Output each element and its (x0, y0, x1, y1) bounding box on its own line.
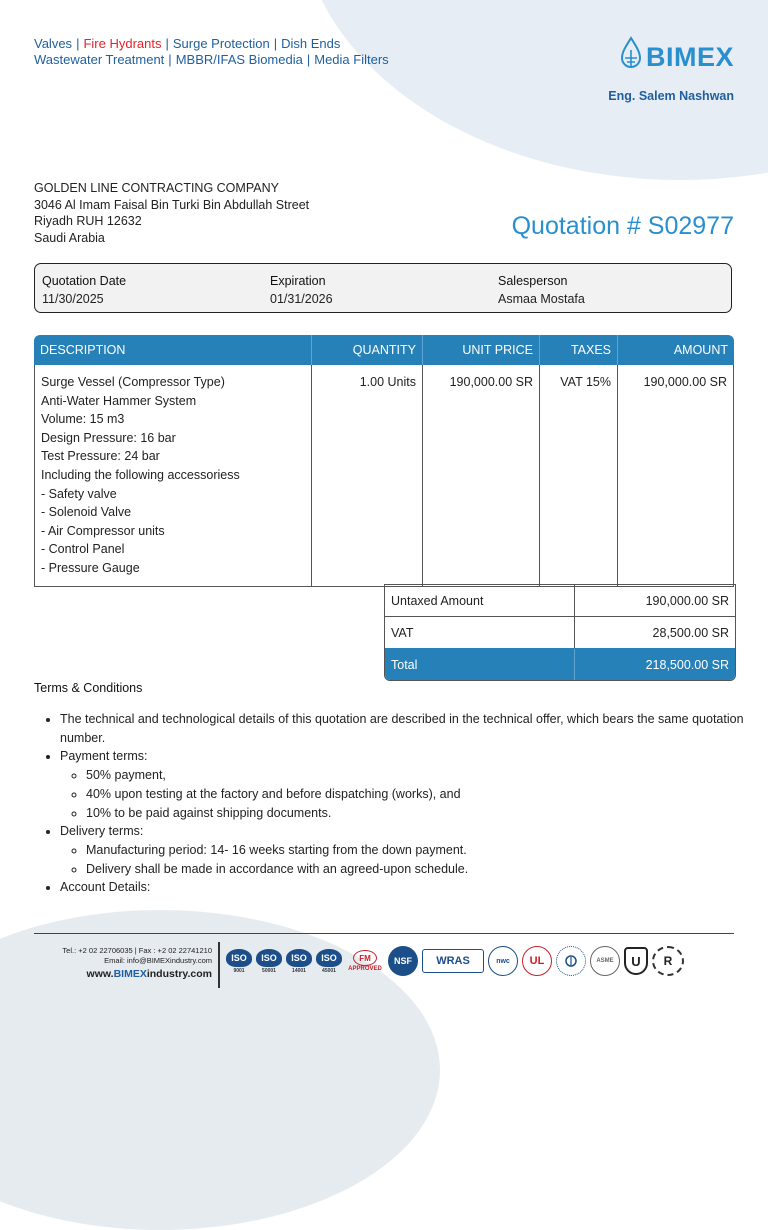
terms-heading: Terms & Conditions (34, 681, 143, 695)
iso-14001-icon: ISO 14001 (286, 946, 312, 976)
asme-icon: ASME (590, 946, 620, 976)
expiration-label: Expiration (270, 274, 326, 288)
tagline-item-highlight: Fire Hydrants (83, 36, 162, 51)
line-items-table (34, 335, 734, 587)
tagline-item: Valves (34, 36, 73, 51)
untaxed-amount-row (385, 584, 735, 616)
iso-9001-icon: ISO 9001 (226, 946, 252, 976)
description-line: - Air Compressor units (41, 523, 165, 538)
description-line: - Pressure Gauge (41, 560, 140, 575)
untaxed-amount-label: Untaxed Amount (385, 585, 575, 616)
iso-45001-icon: ISO 45001 (316, 946, 342, 976)
delivery-term: ◦ Manufacturing period: 14- 16 weeks starting from the down payment. (86, 841, 750, 860)
footer-email: Email: info@BIMEXindustry.com (104, 956, 212, 965)
payment-term: ◦ 10% to be paid against shipping documents. (86, 804, 750, 823)
contact-person: Eng. Salem Nashwan (608, 89, 734, 103)
description-line: Test Pressure: 24 bar (41, 449, 160, 464)
vat-value: 28,500.00 SR (652, 625, 729, 640)
customer-street: 3046 Al Imam Faisal Bin Turki Bin Abdullah Street (34, 197, 310, 212)
payment-term: ◦ 50% payment, (86, 766, 750, 785)
description-line: Design Pressure: 16 bar (41, 430, 176, 445)
terms-item-payment (60, 747, 750, 822)
customer-country: Saudi Arabia (34, 230, 105, 245)
quotation-date-value: 11/30/2025 (42, 292, 104, 306)
item-amount: 190,000.00 SR (618, 365, 734, 587)
total-label: Total (385, 649, 575, 680)
total-row (385, 648, 735, 680)
column-header-taxes: TAXES (540, 335, 618, 365)
quotation-info-box (34, 263, 732, 313)
terms-item-account: • Account Details: (60, 878, 750, 897)
terms-item-technical: • The technical and technological details of this quotation are described in the technical offer, which bears the same quotation number. (60, 710, 750, 747)
delivery-terms-sublist (60, 841, 750, 878)
description-line: Surge Vessel (Compressor Type) (41, 375, 225, 389)
expiration-field (270, 272, 333, 308)
footer-contact (34, 946, 212, 979)
description-line: - Safety valve (41, 486, 117, 501)
payment-term: ◦ 40% upon testing at the factory and before dispatching (works), and (86, 785, 750, 804)
item-unit-price: 190,000.00 SR (423, 365, 540, 587)
tagline-item: Media Filters (314, 52, 389, 67)
tagline-item: Surge Protection (172, 36, 270, 51)
delivery-term: ◦ Delivery shall be made in accordance with an agreed-upon schedule. (86, 860, 750, 879)
ul-listed-icon: UL (522, 946, 552, 976)
delivery-terms-label: Delivery terms: (60, 824, 144, 839)
vat-label: VAT (385, 617, 575, 648)
nsf-icon: NSF (388, 946, 418, 976)
terms-list (44, 710, 750, 897)
table-row (34, 365, 734, 587)
column-header-unit-price: UNIT PRICE (423, 335, 540, 365)
customer-name: GOLDEN LINE CONTRACTING COMPANY (34, 181, 279, 195)
description-line: Including the following accessoriess (41, 467, 240, 482)
salesperson-label: Salesperson (498, 274, 568, 288)
asme-r-stamp-icon: R (652, 946, 684, 976)
description-line: Anti-Water Hammer System (41, 393, 197, 408)
wras-icon: WRAS (422, 949, 484, 973)
salesperson-value: Asmaa Mostafa (498, 292, 585, 306)
footer-phone-fax: Tel.: +2 02 22706035 | Fax : +2 02 22741210 (62, 946, 212, 955)
tagline-item: Dish Ends (281, 36, 341, 51)
untaxed-amount-value: 190,000.00 SR (645, 593, 729, 608)
totals-box (384, 584, 736, 681)
tagline-line-2: Wastewater Treatment | MBBR/IFAS Biomedia | Media Filters (34, 52, 389, 67)
quotation-date-label: Quotation Date (42, 274, 127, 288)
vat-row (385, 616, 735, 648)
item-description (34, 365, 312, 587)
footer-vertical-divider (218, 942, 220, 988)
brand-name: BIMEX (645, 41, 734, 72)
footer-website[interactable]: www.BIMEXindustry.com (86, 968, 212, 980)
iso-50001-icon: ISO 50001 (256, 946, 282, 976)
column-header-quantity: QUANTITY (312, 335, 423, 365)
payment-terms-sublist (60, 766, 750, 822)
description-line: - Solenoid Valve (41, 505, 132, 520)
quality-seal-icon (556, 946, 586, 976)
asme-u-stamp-icon: U (624, 947, 648, 975)
item-taxes: VAT 15% (540, 365, 618, 587)
payment-terms-label: Payment terms: (60, 749, 148, 764)
certification-logos (226, 946, 684, 976)
product-tagline (34, 36, 389, 68)
description-line: - Control Panel (41, 542, 125, 557)
column-header-description: DESCRIPTION (34, 335, 312, 365)
tagline-item: Wastewater Treatment (34, 52, 165, 67)
table-header-row (34, 335, 734, 365)
quotation-title: Quotation # S02977 (511, 212, 734, 240)
column-header-amount: AMOUNT (618, 335, 734, 365)
fm-approved-icon: FM APPROVED (346, 946, 384, 976)
total-value: 218,500.00 SR (645, 657, 729, 672)
footer-divider-line (34, 933, 734, 934)
water-drop-icon (620, 36, 642, 77)
description-line: Volume: 15 m3 (41, 412, 125, 427)
tagline-line-1: Valves | Fire Hydrants | Surge Protection | Dish Ends (34, 36, 341, 51)
quotation-date-field (42, 272, 126, 308)
company-logo (608, 36, 734, 103)
customer-city: Riyadh RUH 12632 (34, 214, 142, 228)
customer-address (34, 180, 309, 246)
item-quantity: 1.00 Units (312, 365, 423, 587)
tagline-item: MBBR/IFAS Biomedia (175, 52, 303, 67)
nwc-icon: nwc (488, 946, 518, 976)
terms-item-delivery (60, 822, 750, 878)
salesperson-field (498, 272, 585, 308)
expiration-value: 01/31/2026 (270, 292, 333, 306)
